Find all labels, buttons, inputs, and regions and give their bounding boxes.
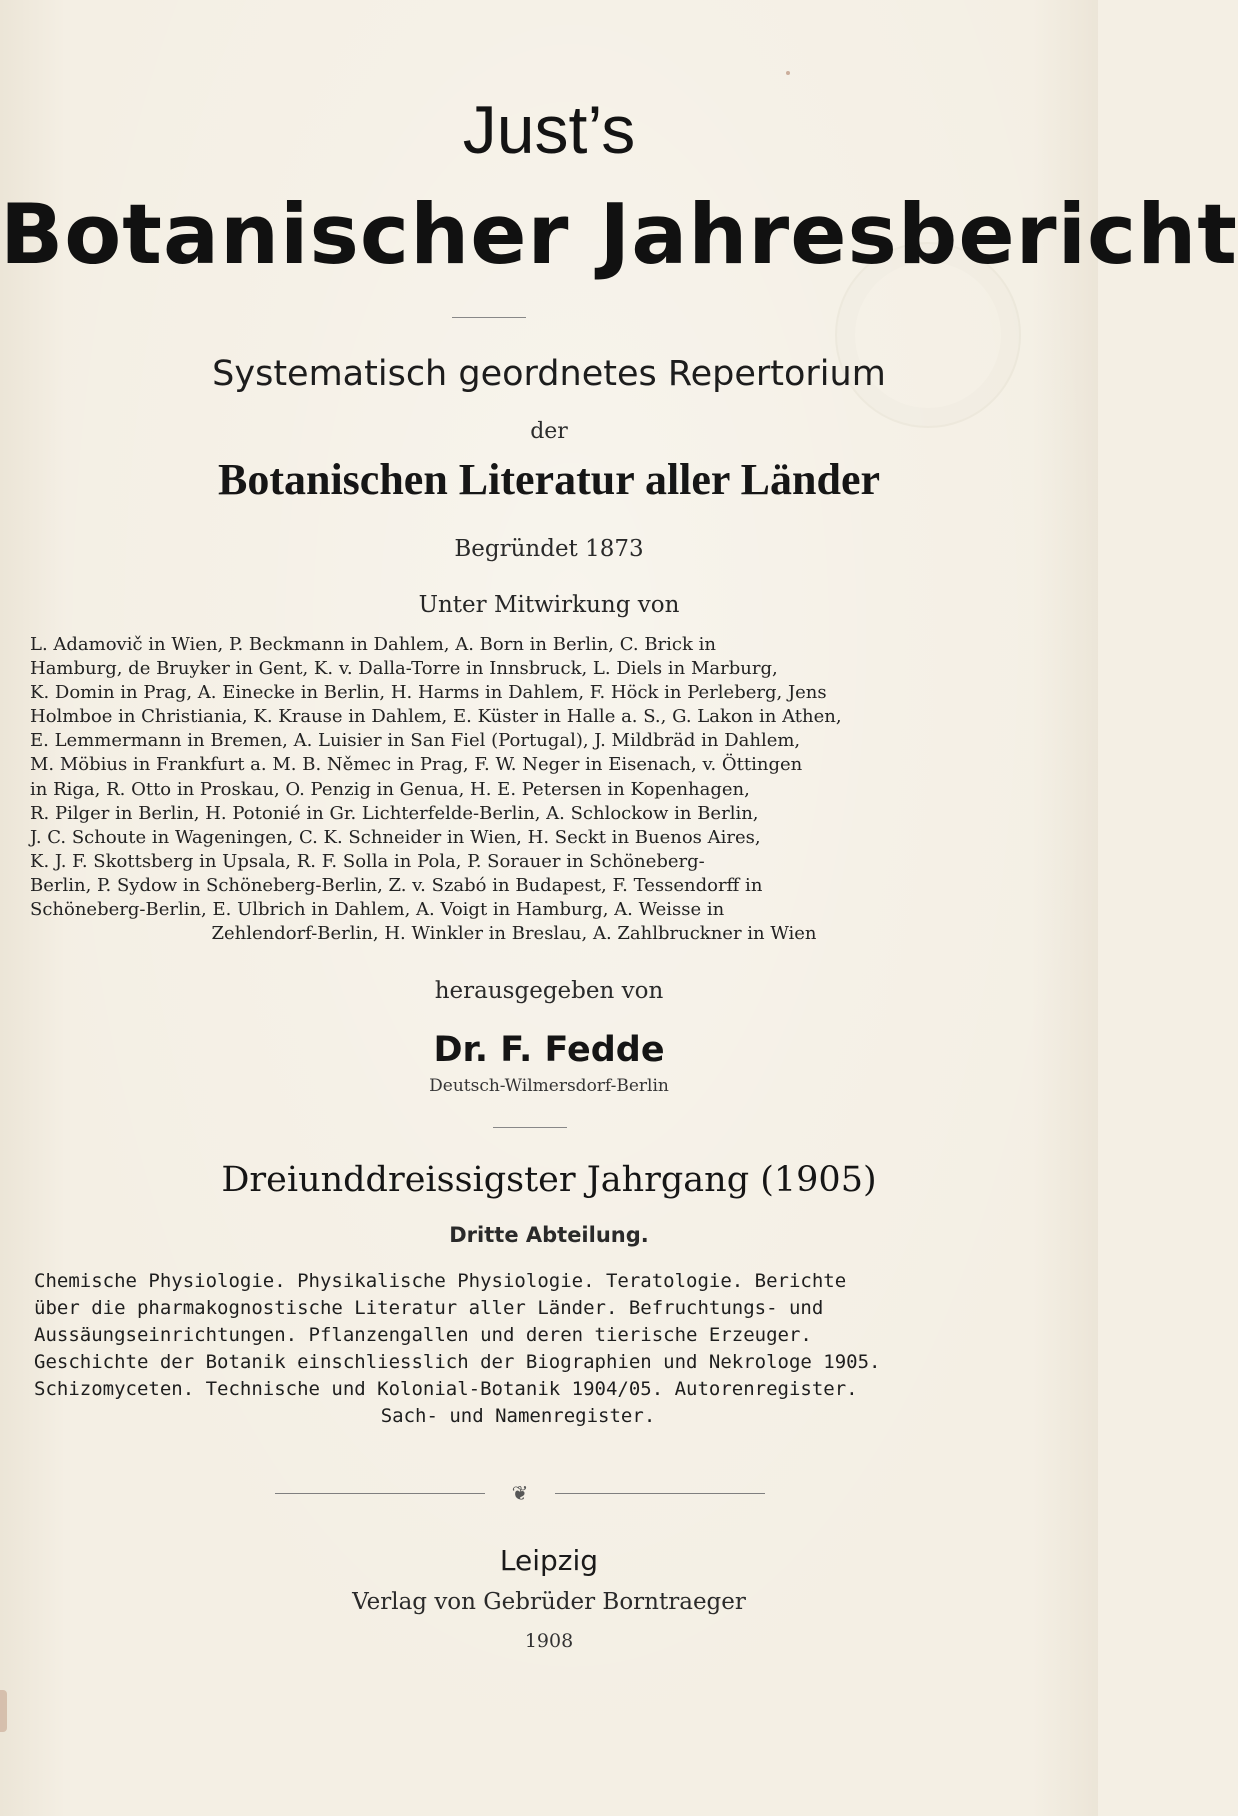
contents-description — [34, 1268, 1002, 1430]
subtitle-der: der — [530, 419, 568, 444]
contributors-line: Holmboe in Christiania, K. Krause in Dahlem, E. Küster in Halle a. S., G. Lakon in Athen, — [30, 706, 842, 728]
book-title-line-2: Botanischer Jahresbericht — [0, 186, 1238, 283]
contributors-line: M. Möbius in Frankfurt a. M. B. Němec in Prag, F. W. Neger in Eisenach, v. Öttingen — [30, 754, 803, 776]
founded-year: Begründet 1873 — [454, 536, 644, 562]
description-line: Aussäungseinrichtungen. Pflanzengallen und deren tierische Erzeuger. — [34, 1324, 812, 1346]
contributors-line: R. Pilger in Berlin, H. Potonié in Gr. Lichterfelde-Berlin, A. Schlockow in Berlin, — [30, 802, 759, 824]
contributors-line: K. J. F. Skottsberg in Upsala, R. F. Solla in Pola, P. Sorauer in Schöneberg- — [30, 850, 705, 872]
contributors-line: in Riga, R. Otto in Proskau, O. Penzig in Genua, H. E. Petersen in Kopenhagen, — [30, 778, 750, 800]
publication-place: Leipzig — [499, 1544, 599, 1577]
contributors-line: Schöneberg-Berlin, E. Ulbrich in Dahlem, A. Voigt in Hamburg, A. Weisse in — [30, 899, 725, 921]
description-line: Schizomyceten. Technische und Kolonial-Botanik 1904/05. Autorenregister. — [34, 1378, 858, 1400]
subtitle-literature: Botanischen Literatur aller Länder — [217, 455, 881, 504]
contributors-line: L. Adamovič in Wien, P. Beckmann in Dahlem, A. Born in Berlin, C. Brick in — [30, 634, 716, 655]
description-line: Geschichte der Botanik einschliesslich der Biographien und Nekrologe 1905. — [34, 1351, 881, 1373]
description-line: Chemische Physiologie. Physikalische Physiologie. Teratologie. Berichte — [34, 1270, 847, 1292]
contributors-line: Hamburg, de Bruyker in Gent, K. v. Dalla-Torre in Innsbruck, L. Diels in Marburg, — [30, 658, 778, 680]
description-line: über die pharmakognostische Literatur aller Länder. Befruchtungs- und — [34, 1297, 824, 1319]
decorative-ornament-divider — [275, 1482, 765, 1506]
contributors-line: Berlin, P. Sydow in Schöneberg-Berlin, Z. v. Szabó in Budapest, F. Tessendorff in — [30, 874, 763, 896]
paper-speck — [786, 71, 790, 75]
title-divider — [452, 317, 526, 318]
cooperation-heading: Unter Mitwirkung von — [418, 592, 680, 618]
ornament-right-rule — [555, 1493, 765, 1494]
contributors-line: J. C. Schoute in Wageningen, C. K. Schneider in Wien, H. Seckt in Buenos Aires, — [30, 826, 761, 848]
ornament-mark: ❦ — [511, 1481, 529, 1505]
ornament-left-rule — [275, 1493, 485, 1494]
contributors-line: K. Domin in Prag, A. Einecke in Berlin, H. Harms in Dahlem, F. Höck in Perleberg, Jens — [30, 682, 827, 704]
volume-title: Dreiunddreissigster Jahrgang (1905) — [221, 1160, 877, 1200]
publication-year: 1908 — [524, 1630, 574, 1652]
division-title: Dritte Abteilung. — [449, 1223, 649, 1247]
description-line: Sach- und Namenregister. — [380, 1405, 656, 1427]
contributors-list — [30, 633, 998, 946]
contributors-line: Zehlendorf-Berlin, H. Winkler in Breslau, A. Zahlbruckner in Wien — [211, 923, 817, 945]
subtitle-repertorium: Systematisch geordnetes Repertorium — [212, 354, 886, 394]
editor-place: Deutsch-Wilmersdorf-Berlin — [429, 1076, 669, 1096]
edited-by-label: herausgegeben von — [434, 978, 664, 1004]
contributors-line: E. Lemmermann in Bremen, A. Luisier in San Fiel (Portugal), J. Mildbräd in Dahlem, — [30, 730, 801, 752]
paper-edge-mark — [0, 1690, 7, 1732]
editor-name: Dr. F. Fedde — [433, 1030, 665, 1070]
book-title-line-1: Just’s — [462, 92, 636, 168]
publisher-name: Verlag von Gebrüder Borntraeger — [352, 1589, 746, 1615]
volume-divider — [493, 1127, 567, 1128]
